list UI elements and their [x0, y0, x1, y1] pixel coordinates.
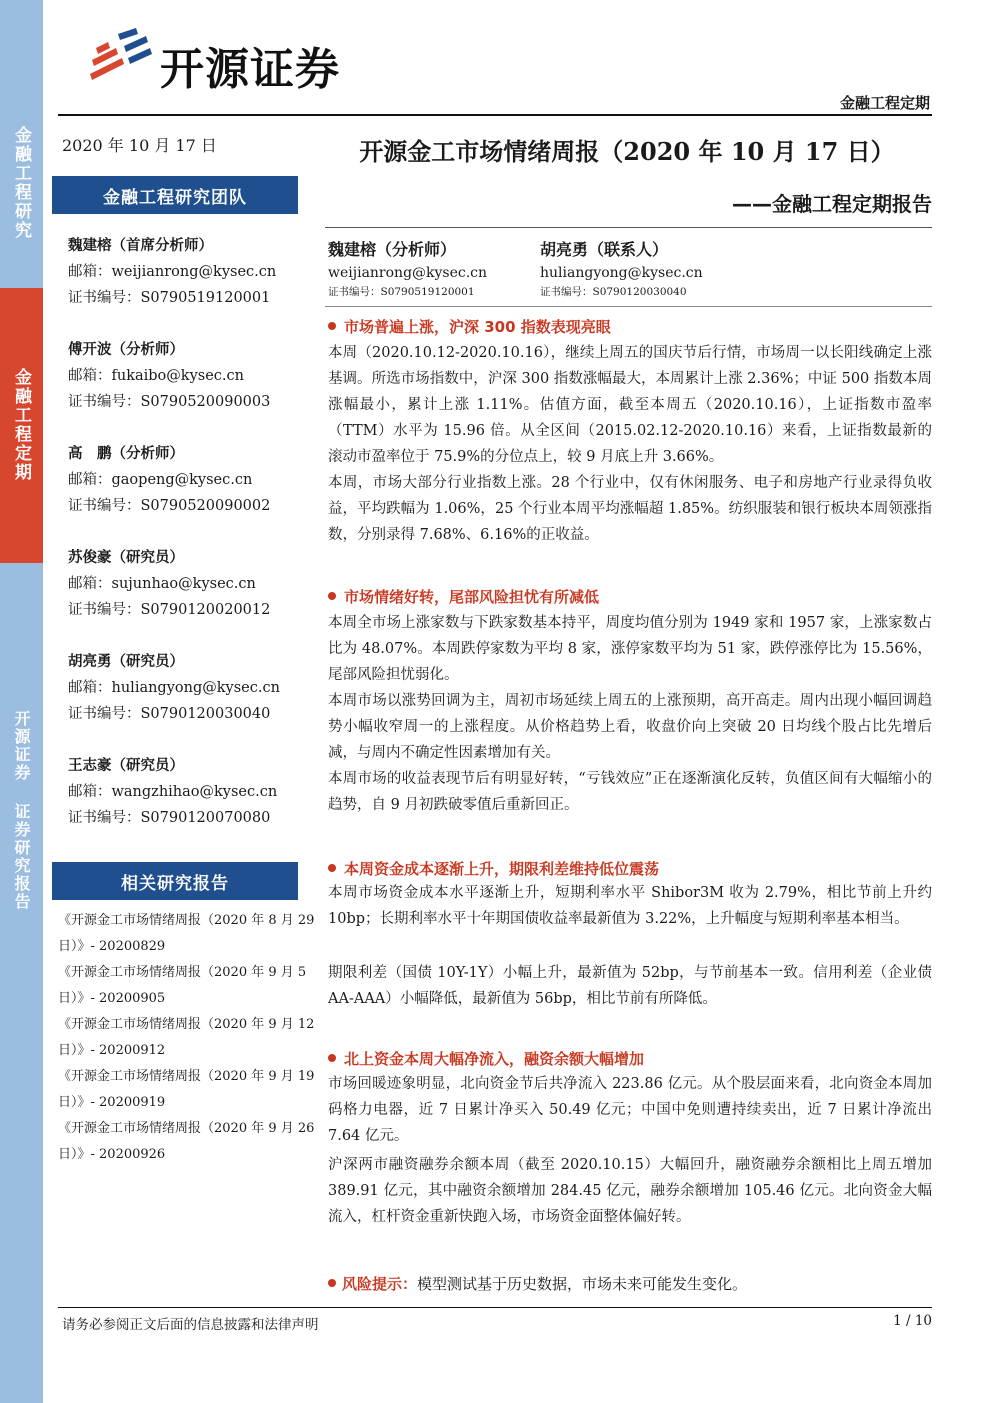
header-rule	[58, 114, 932, 116]
section-paragraph: 本周，市场大部分行业指数上涨。28 个行业中，仅有休闲服务、电子和房地产行业录得负收益，平均跌幅为 1.06%，25 个行业本周平均涨幅超 1.85%。纺织服装和银行板块本周领涨指数，分别录得 7.68%、6.16%的正收益。	[328, 475, 932, 543]
page-number: 1 / 10	[893, 1313, 932, 1329]
analyst-card	[68, 441, 313, 519]
analyst-license: 证书编号：S0790120030040	[68, 706, 271, 722]
analyst-email: 邮箱：gaopeng@kysec.cn	[68, 472, 253, 488]
analyst-license: 证书编号：S0790519120001	[68, 290, 271, 306]
related-report-link[interactable]: 《开源金工市场情绪周报（2020 年 9 月 12 日）》- 20200912	[58, 1017, 315, 1058]
author-license: 证书编号：S0790519120001	[328, 286, 475, 298]
analyst-card	[68, 545, 313, 623]
analyst-email: 邮箱：wangzhihao@kysec.cn	[68, 784, 278, 800]
related-reports-list	[58, 908, 320, 1168]
bullet-dot-icon	[328, 864, 336, 872]
analyst-card	[68, 753, 313, 831]
section-title: 北上资金本周大幅净流入，融资余额大幅增加	[328, 1048, 644, 1069]
report-subtitle: ——金融工程定期报告	[732, 192, 932, 216]
bullet-dot-icon	[328, 322, 336, 330]
bullet-dot-icon	[328, 1054, 336, 1062]
analyst-name: 苏俊豪（研究员）	[68, 550, 184, 566]
author-rule	[325, 306, 932, 307]
author-name: 胡亮勇（联系人）	[540, 240, 669, 259]
report-date: 2020 年 10 月 17 日	[62, 136, 217, 155]
analyst-email: 邮箱：huliangyong@kysec.cn	[68, 680, 280, 696]
bullet-dot-icon	[328, 592, 336, 600]
kysec-logo-icon	[88, 28, 152, 86]
analyst-name: 高 鹏（分析师）	[68, 446, 184, 462]
section-title: 市场普遍上涨，沪深 300 指数表现亮眼	[328, 316, 611, 337]
footer-disclaimer: 请务必参阅正文后面的信息披露和法律声明	[62, 1317, 319, 1333]
analyst-license: 证书编号：S0790120020012	[68, 602, 271, 618]
section-paragraph: 沪深两市融资融券余额本周（截至 2020.10.15）大幅回升，融资融券余额相比上周五增加 389.91 亿元，其中融资余额增加 284.45 亿元，融券余额增加 105.46 亿元。北向资金大幅流入，杠杆资金重新快跑入场，市场资金面整体偏好转。	[328, 1157, 932, 1225]
section-paragraph: 本周市场资金成本水平逐渐上升，短期利率水平 Shibor3M 收为 2.79%，相比节前上升约 10bp；长期利率水平十年期国债收益率最新值为 3.22%，上升幅度与短期利率基本相当。	[328, 885, 932, 927]
related-heading: 相关研究报告	[52, 862, 298, 900]
analyst-card	[68, 649, 313, 727]
risk-label: 风险提示：	[342, 1275, 418, 1293]
author-email: huliangyong@kysec.cn	[540, 265, 703, 281]
sidebar-text-mid: 金融工程定期	[11, 368, 31, 482]
analyst-name: 王志豪（研究员）	[68, 758, 184, 774]
related-report-link[interactable]: 《开源金工市场情绪周报（2020 年 9 月 26 日）》- 20200926	[58, 1121, 315, 1162]
section-paragraph: 本周（2020.10.12-2020.10.16），继续上周五的国庆节后行情，市场周一以长阳线确定上涨基调。所选市场指数中，沪深 300 指数涨幅最大，本周累计上涨 2.36%；中证 500 指数本周涨幅最小，累计上涨 1.11%。估值方面，截至本周五（2020.10.16），上证指数市盈率（TTM）水平为 15.96 倍。从全区间（2015.02.12-2020.10.16）来看，上证指数最新的滚动市盈率位于 75.9%的分位点上，较 9 月底上升 3.66%。	[328, 345, 932, 465]
related-report-link[interactable]: 《开源金工市场情绪周报（2020 年 8 月 29 日）》- 20200829	[58, 913, 315, 954]
footer-rule	[58, 1307, 932, 1308]
section-paragraph: 市场回暖迹象明显，北向资金节后共净流入 223.86 亿元。从个股层面来看，北向资金本周加码格力电器，近 7 日累计净买入 50.49 亿元；中国中免则遭持续卖出，近 7 日累计净流出 7.64 亿元。	[328, 1076, 932, 1144]
analyst-license: 证书编号：S0790120070080	[68, 810, 271, 826]
section-paragraph: 本周市场以涨势回调为主，周初市场延续上周五的上涨预期，高开高走。周内出现小幅回调趋势小幅收窄周一的上涨程度。从价格趋势上看，收盘价向上突破 20 日均线个股占比先增后减，与周内不确定性因素增加有关。	[328, 693, 932, 761]
analyst-card	[68, 233, 313, 311]
title-rule	[325, 227, 932, 228]
related-report-link[interactable]: 《开源金工市场情绪周报（2020 年 9 月 5 日）》- 20200905	[58, 965, 307, 1006]
author-block	[328, 238, 487, 300]
analyst-email: 邮箱：sujunhao@kysec.cn	[68, 576, 256, 592]
bullet-dot-icon	[328, 1279, 336, 1287]
sidebar-text-top: 金融工程研究	[11, 126, 31, 240]
section-title: 本周资金成本逐渐上升，期限利差维持低位震荡	[328, 858, 659, 879]
sidebar-text-bottom: 开源证券 证券研究报告	[12, 709, 31, 911]
analyst-license: 证书编号：S0790520090002	[68, 498, 271, 514]
section-paragraph: 本周全市场上涨家数与下跌家数基本持平，周度均值分别为 1949 家和 1957 家，上涨家数占比为 48.07%。本周跌停家数为平均 8 家，涨停家数平均为 51 家，跌停涨停比为 15.56%，尾部风险担忧弱化。	[328, 615, 932, 683]
author-license: 证书编号：S0790120030040	[540, 286, 687, 298]
section-title: 市场情绪好转，尾部风险担忧有所减低	[328, 586, 599, 607]
analyst-license: 证书编号：S0790520090003	[68, 394, 271, 410]
analyst-name: 魏建榕（首席分析师）	[68, 238, 213, 254]
team-heading: 金融工程研究团队	[52, 176, 298, 214]
logo-text: 开源证券	[160, 44, 340, 95]
analyst-card	[68, 337, 313, 415]
risk-text: 模型测试基于历史数据，市场未来可能发生变化。	[417, 1275, 748, 1293]
section-paragraph: 期限利差（国债 10Y-1Y）小幅上升，最新值为 52bp，与节前基本一致。信用利差（企业债 AA-AAA）小幅降低，最新值为 56bp，相比节前有所降低。	[328, 965, 932, 1007]
related-report-link[interactable]: 《开源金工市场情绪周报（2020 年 9 月 19 日）》- 20200919	[58, 1069, 315, 1110]
risk-note	[328, 1273, 747, 1294]
author-block	[540, 238, 703, 300]
analyst-email: 邮箱：weijianrong@kysec.cn	[68, 264, 277, 280]
analyst-name: 傅开波（分析师）	[68, 342, 184, 358]
report-category: 金融工程定期	[839, 94, 930, 112]
author-email: weijianrong@kysec.cn	[328, 265, 488, 281]
section-paragraph: 本周市场的收益表现节后有明显好转，“亏钱效应”正在逐渐演化反转，负值区间有大幅缩小的趋势，自 9 月初跌破零值后重新回正。	[328, 771, 932, 813]
author-name: 魏建榕（分析师）	[328, 240, 457, 259]
report-title: 开源金工市场情绪周报（2020 年 10 月 17 日）	[359, 137, 895, 166]
analyst-name: 胡亮勇（研究员）	[68, 654, 184, 670]
analyst-email: 邮箱：fukaibo@kysec.cn	[68, 368, 244, 384]
